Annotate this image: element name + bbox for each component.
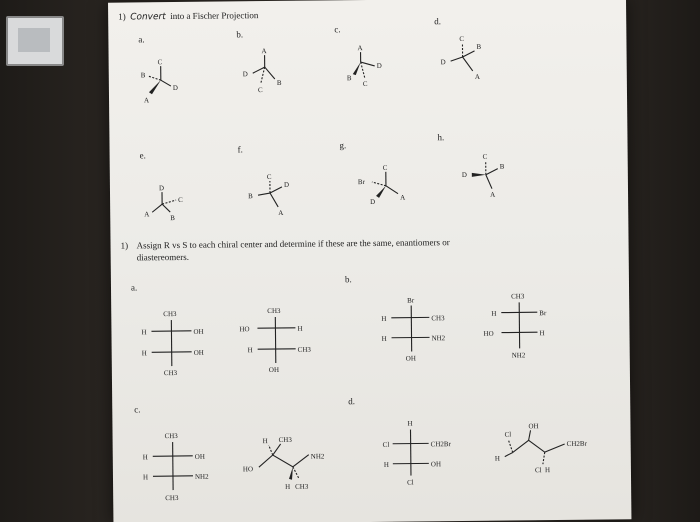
svg-text:H: H	[247, 346, 253, 355]
svg-text:B: B	[248, 192, 253, 201]
svg-text:A: A	[357, 44, 363, 53]
svg-text:H: H	[285, 482, 291, 491]
svg-text:HO: HO	[239, 325, 250, 334]
fischer-a1	[141, 310, 204, 378]
molecule-e	[144, 184, 183, 222]
svg-text:C: C	[382, 163, 388, 172]
label-a: a.	[138, 34, 145, 45]
svg-text:H: H	[494, 454, 500, 463]
label-d: d.	[434, 16, 442, 27]
section2-number: 1)	[120, 240, 129, 251]
svg-text:OH: OH	[430, 460, 442, 469]
svg-text:CH3: CH3	[511, 292, 525, 301]
svg-text:H: H	[142, 453, 148, 462]
svg-text:D: D	[158, 184, 165, 193]
svg-text:A: A	[261, 47, 267, 56]
svg-text:B: B	[499, 162, 505, 171]
svg-text:A: A	[474, 72, 480, 81]
label-2c: c.	[134, 404, 141, 415]
label-2d: d.	[348, 396, 356, 407]
worksheet-drawing	[108, 0, 631, 522]
svg-text:CH3: CH3	[278, 435, 292, 444]
svg-text:C: C	[266, 173, 272, 182]
zigzag-d2	[494, 422, 587, 475]
fischer-b2	[483, 292, 547, 360]
svg-text:B: B	[170, 214, 175, 223]
molecule-c	[346, 44, 382, 88]
molecule-b	[242, 47, 281, 94]
svg-text:A: A	[278, 208, 284, 217]
svg-text:Cl: Cl	[407, 478, 414, 487]
label-f: f.	[237, 144, 243, 155]
svg-text:H: H	[544, 466, 551, 475]
svg-text:C: C	[362, 79, 368, 89]
svg-text:A: A	[143, 96, 150, 105]
svg-text:C: C	[257, 86, 263, 95]
section2-instruction-1: Assign R vs S to each chiral center and determine if these are the same, enantiomers or	[136, 237, 450, 251]
svg-text:CH2Br: CH2Br	[430, 440, 451, 449]
svg-text:H: H	[141, 328, 147, 337]
section2-instruction-2: diastereomers.	[136, 251, 189, 263]
svg-text:H: H	[381, 314, 387, 323]
svg-text:B: B	[346, 74, 352, 83]
molecule-h	[462, 153, 505, 199]
svg-text:NH2: NH2	[194, 472, 209, 481]
svg-text:CH3: CH3	[163, 310, 177, 319]
svg-text:H: H	[383, 460, 389, 469]
svg-text:CH3: CH3	[295, 482, 309, 491]
svg-text:CH3: CH3	[297, 345, 311, 354]
svg-text:H: H	[297, 324, 303, 333]
svg-text:H: H	[262, 437, 268, 446]
molecule-g	[358, 164, 405, 206]
molecule-a	[141, 58, 179, 104]
label-g: g.	[339, 140, 347, 151]
svg-text:D: D	[242, 70, 248, 79]
label-b: b.	[236, 29, 244, 40]
fischer-c1	[143, 432, 210, 503]
svg-text:CH3: CH3	[431, 314, 445, 323]
svg-text:B: B	[276, 78, 282, 87]
svg-text:C: C	[178, 195, 183, 204]
svg-text:Cl: Cl	[382, 440, 390, 449]
svg-text:OH: OH	[405, 354, 416, 363]
svg-text:OH: OH	[193, 327, 204, 336]
svg-text:D: D	[376, 61, 382, 70]
section1-number: 1)	[118, 11, 126, 22]
svg-text:OH: OH	[528, 422, 539, 431]
svg-text:C: C	[482, 152, 488, 161]
molecule-d	[440, 35, 481, 81]
svg-text:CH3: CH3	[267, 306, 281, 316]
svg-text:B: B	[140, 71, 146, 80]
section1-title-handwritten: Convert	[130, 12, 166, 23]
svg-text:B: B	[476, 42, 482, 51]
svg-text:D: D	[461, 170, 467, 180]
molecule-f	[248, 173, 290, 217]
svg-text:HO: HO	[242, 465, 254, 474]
thumbnail-preview[interactable]	[6, 16, 64, 66]
svg-text:C: C	[157, 58, 163, 67]
svg-text:NH2: NH2	[431, 334, 446, 343]
svg-text:CH3: CH3	[164, 432, 178, 441]
svg-text:H: H	[491, 309, 497, 318]
svg-text:D: D	[370, 197, 376, 206]
svg-text:NH2: NH2	[511, 351, 526, 360]
label-c: c.	[334, 24, 341, 35]
svg-text:CH3: CH3	[163, 369, 178, 378]
svg-text:A: A	[144, 210, 150, 219]
svg-text:Br: Br	[357, 178, 365, 187]
svg-text:OH: OH	[193, 348, 204, 357]
label-2a: a.	[130, 282, 138, 293]
svg-text:HO: HO	[483, 329, 494, 338]
svg-text:NH2: NH2	[310, 452, 325, 461]
label-2b: b.	[344, 274, 352, 285]
fischer-d1	[382, 419, 452, 487]
svg-text:H: H	[381, 334, 387, 343]
svg-text:H: H	[142, 473, 149, 482]
svg-text:A: A	[490, 190, 496, 199]
svg-text:D: D	[440, 58, 446, 67]
svg-text:OH: OH	[194, 452, 205, 461]
svg-text:A: A	[400, 193, 406, 202]
svg-text:CH2Br: CH2Br	[566, 439, 587, 448]
svg-text:D: D	[283, 180, 290, 189]
zigzag-c2	[243, 435, 326, 491]
svg-text:D: D	[172, 83, 179, 93]
label-e: e.	[139, 150, 146, 161]
svg-text:OH: OH	[268, 365, 280, 375]
fischer-a2	[239, 307, 311, 375]
label-h: h.	[437, 132, 445, 143]
svg-text:H: H	[141, 349, 147, 358]
svg-text:Cl: Cl	[534, 466, 542, 475]
svg-text:Br: Br	[539, 309, 547, 318]
svg-text:Cl: Cl	[504, 430, 512, 439]
fischer-b1	[381, 296, 446, 363]
svg-text:CH3: CH3	[165, 494, 179, 503]
svg-text:C: C	[459, 34, 465, 44]
section1-title: into a Fischer Projection	[170, 10, 259, 22]
svg-text:H: H	[407, 419, 413, 428]
worksheet-paper	[108, 0, 631, 522]
svg-text:H: H	[539, 329, 545, 338]
svg-text:Br: Br	[407, 296, 415, 305]
